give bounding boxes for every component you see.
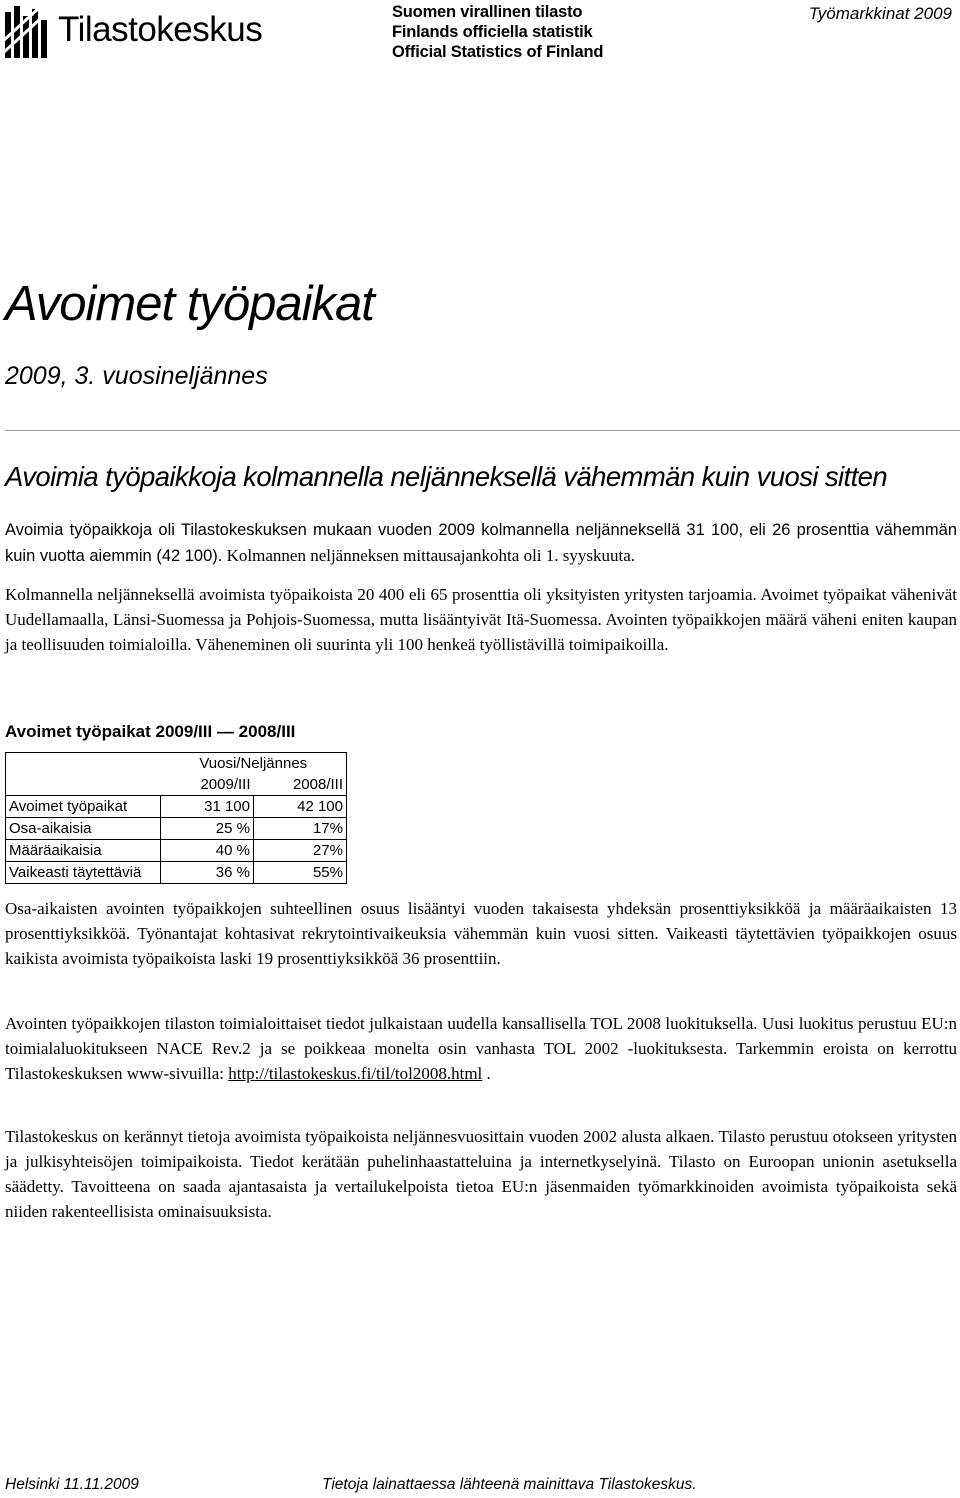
classification-end: . (486, 1064, 491, 1083)
table-group-header: Vuosi/Neljännes (161, 753, 347, 775)
row-label: Avoimet työpaikat (6, 796, 161, 818)
cell-2009: 40 % (161, 840, 254, 862)
tilastokeskus-logo-icon (4, 4, 50, 60)
official-statistics-label (392, 2, 603, 62)
table-corner-cell (6, 753, 161, 775)
series-label: Työmarkkinat 2009 (808, 4, 952, 23)
paragraph-private-sector: Kolmannella neljänneksellä avoimista työpaikoista 20 400 eli 65 prosenttia oli yksityisten yritysten tarjoamia. Avoimet työpaikat vähenivät Uudellamaalla, Länsi-Suomessa ja Pohjois-Suomessa, mutta lisääntyivät Itä-Suomessa. Avointen työpaikkojen määrä väheni eniten kaupan ja teollisuuden toimialoilla. Väheneminen oli suurinta yli 100 henkeä työllistävillä toimipaikoilla. (5, 585, 957, 654)
paragraph-classification (5, 1011, 957, 1086)
classification-text: Avointen työpaikkojen tilaston toimialoittaiset tiedot julkaistaan uudella kansallisella TOL 2008 luokituksella. Uusi luokitus perustuu EU:n toimialaluokitukseen NACE Rev.2 ja se poikkeaa monelta osin vanhasta TOL 2002 -luokituksesta. Tarkemmin eroista on kerrottu Tilastokeskuksen www-sivuilla: (5, 1014, 957, 1083)
paragraph-part-time: Osa-aikaisten avointen työpaikkojen suhteellinen osuus lisääntyi vuoden takaisesta yhdeksän prosenttiyksikköä ja määräaikaisten 13 prosenttiyksikköä. Työnantajat kohtasivat rekrytointivaikeuksia vähemmän kuin vuosi sitten. Vaikeasti täytettävien työpaikkojen osuus kaikista avoimista työpaikoista laski 19 prosenttiyksikköä 36 prosenttiin. (5, 899, 957, 968)
table-row (6, 796, 347, 818)
cell-2008: 42 100 (254, 796, 347, 818)
table-row (6, 862, 347, 884)
intro-text-sans: Avoimia työpaikkoja oli Tilastokeskuksen mukaan vuoden 2009 kolmannella neljänneksellä 31 100, eli 26 prosenttia vähemmän kuin vuotta aiemmin (42 100). (5, 521, 957, 565)
intro-paragraph (5, 517, 957, 569)
row-label: Määräaikaisia (6, 840, 161, 862)
cell-2009: 36 % (161, 862, 254, 884)
vacancies-table (5, 752, 347, 884)
column-header-2008: 2008/III (254, 774, 347, 796)
page-title: Avoimet työpaikat (5, 277, 374, 331)
tol2008-link[interactable]: http://tilastokeskus.fi/til/tol2008.html (228, 1064, 483, 1083)
official-line-sv: Finlands officiella statistik (392, 23, 593, 41)
table-corner-cell-lower (6, 774, 161, 796)
footer-place-date: Helsinki 11.11.2009 (5, 1476, 139, 1493)
release-headline: Avoimia työpaikkoja kolmannella neljänneksellä vähemmän kuin vuosi sitten (5, 461, 888, 492)
cell-2008: 27% (254, 840, 347, 862)
cell-2008: 55% (254, 862, 347, 884)
table-header-row (6, 753, 347, 775)
row-label: Vaikeasti täytettäviä (6, 862, 161, 884)
title-divider (5, 430, 960, 431)
table-row (6, 840, 347, 862)
table-row (6, 818, 347, 840)
official-line-fi: Suomen virallinen tilasto (392, 3, 583, 21)
row-label: Osa-aikaisia (6, 818, 161, 840)
column-header-2009: 2009/III (161, 774, 254, 796)
logo-text: Tilastokeskus (58, 10, 263, 49)
paragraph-about-statistics: Tilastokeskus on kerännyt tietoja avoimista työpaikoista neljännesvuosittain vuoden 2002 alusta alkaen. Tilasto perustuu otokseen yritysten ja julkisyhteisöjen toimipaikoista. Tiedot kerätään puhelinhaastatteluina ja internetkyselyinä. Tilasto on Euroopan unionin asetuksella säädetty. Tavoitteena on saada ajantasaista ja vertailukelpoista tietoa EU:n jäsenmaiden työmarkkinoiden avoimista työpaikoista sekä niiden rakenteellisista ominaisuuksista. (5, 1127, 957, 1221)
official-line-en: Official Statistics of Finland (392, 43, 604, 61)
footer-citation-note: Tietoja lainattaessa lähteenä mainittava Tilastokeskus. (322, 1476, 697, 1493)
page-subtitle: 2009, 3. vuosineljännes (5, 362, 268, 390)
table-column-row (6, 774, 347, 796)
cell-2009: 31 100 (161, 796, 254, 818)
tilastokeskus-logo (4, 4, 262, 60)
table-title: Avoimet työpaikat 2009/III — 2008/III (5, 722, 296, 741)
cell-2009: 25 % (161, 818, 254, 840)
cell-2008: 17% (254, 818, 347, 840)
intro-text-serif: Kolmannen neljänneksen mittausajankohta oli 1. syyskuuta. (226, 546, 636, 565)
